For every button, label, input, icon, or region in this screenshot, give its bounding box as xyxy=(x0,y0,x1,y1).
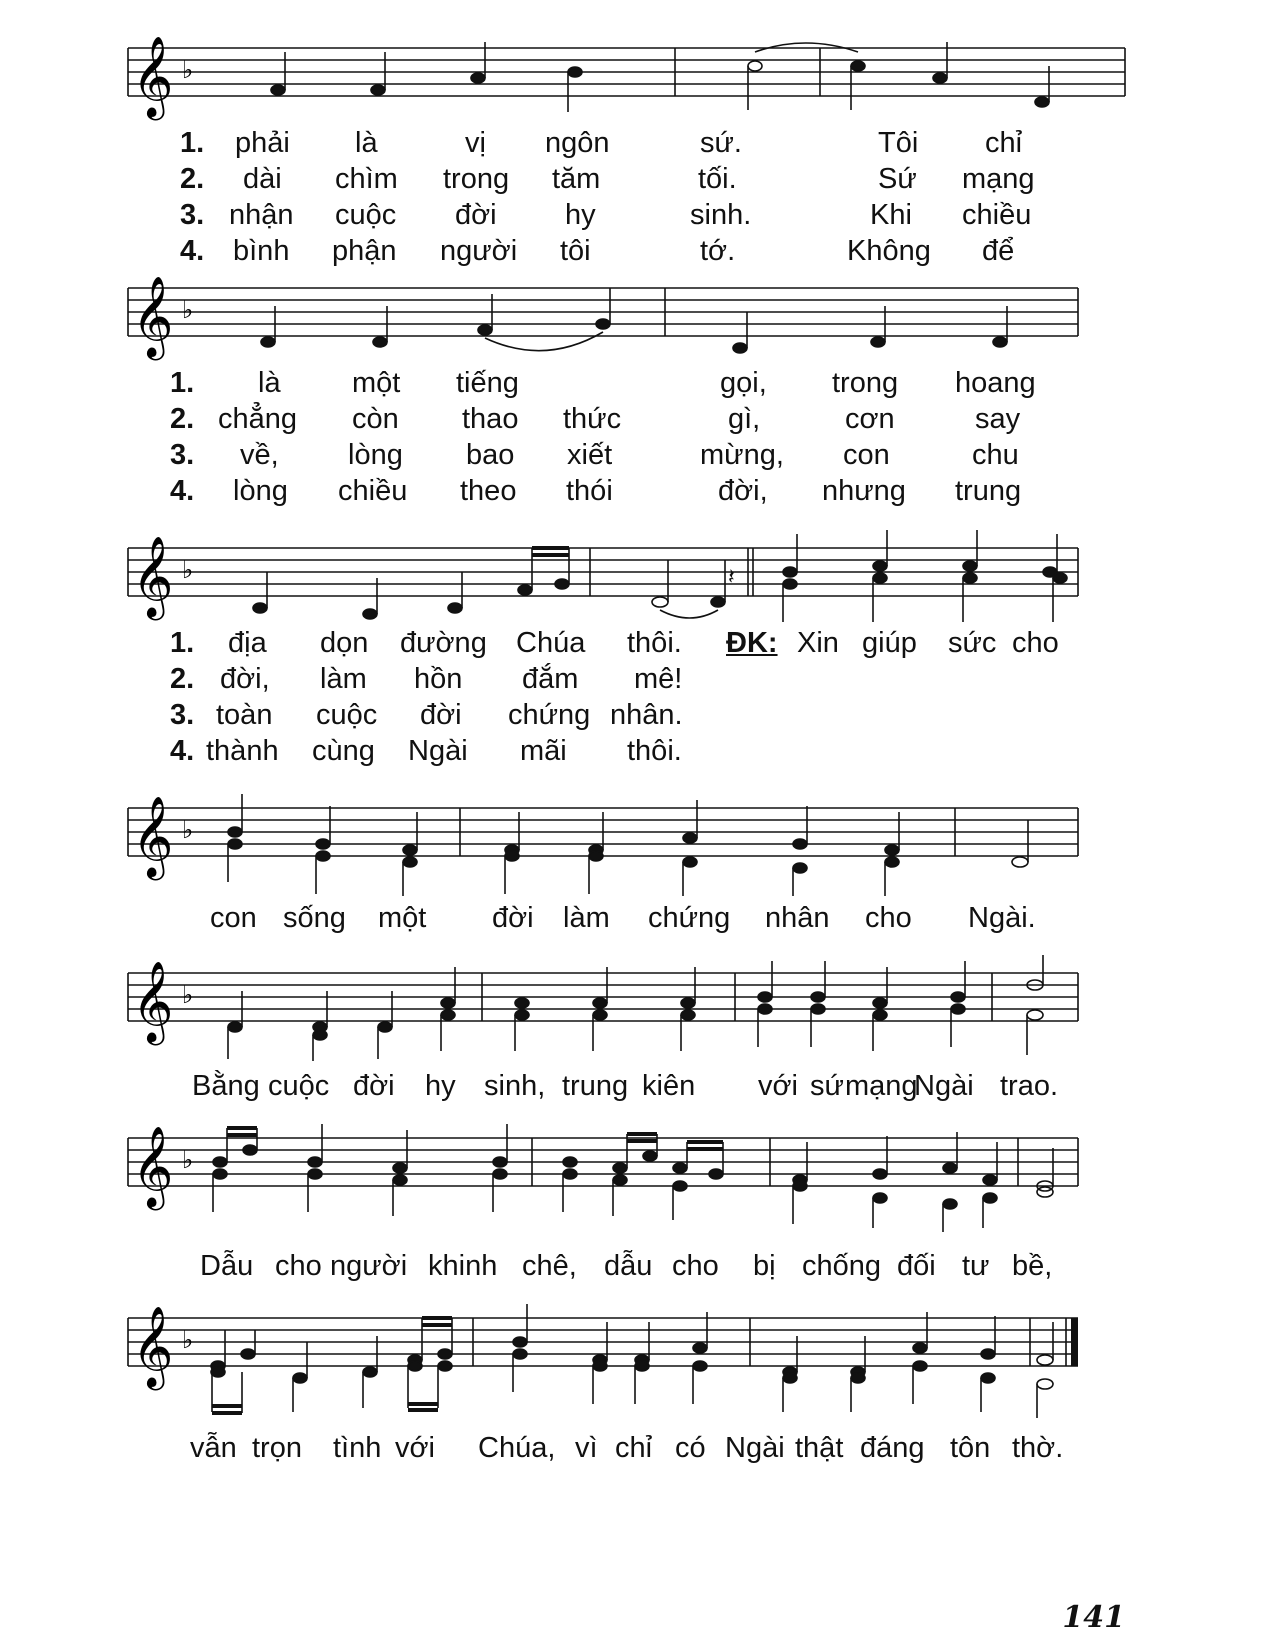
syllable: thờ. xyxy=(1012,1432,1064,1464)
verse-line-3 xyxy=(0,697,1275,733)
syllable: người xyxy=(330,1250,408,1282)
syllable: lòng xyxy=(348,439,403,471)
syllable: xiết xyxy=(567,439,613,471)
verse-line-2 xyxy=(0,661,1275,697)
syllable: mạng xyxy=(845,1070,918,1102)
syllable: thói xyxy=(566,475,613,507)
verse-line-refrain-4 xyxy=(0,1430,1275,1466)
syllable: giúp xyxy=(862,627,917,659)
syllable: đời xyxy=(420,699,462,731)
syllable: nhưng xyxy=(822,475,906,507)
syllable: toàn xyxy=(216,699,273,731)
syllable: trung xyxy=(955,475,1022,507)
syllable: vì xyxy=(575,1432,598,1464)
music-system-2 xyxy=(0,270,1275,510)
syllable: cuộc xyxy=(268,1070,330,1102)
flat-sign: ♭ xyxy=(182,56,194,84)
staff-7 xyxy=(0,1300,1275,1430)
flat-sign: ♭ xyxy=(182,981,194,1009)
syllable: hoang xyxy=(955,367,1036,399)
verse-number: 1. xyxy=(180,127,205,159)
flat-sign: ♭ xyxy=(182,1326,194,1354)
syllable: đối xyxy=(897,1250,936,1282)
syllable: tăm xyxy=(552,163,601,195)
verse-number: 1. xyxy=(170,367,195,399)
flat-sign: ♭ xyxy=(182,296,194,324)
syllable: chiều xyxy=(962,199,1032,231)
verse-line-4 xyxy=(0,733,1275,769)
syllable: đời, xyxy=(718,475,768,507)
syllable: đời xyxy=(455,199,497,231)
syllable: chống xyxy=(802,1250,882,1282)
svg-text:𝄽: 𝄽 xyxy=(728,565,735,590)
syllable: dọn xyxy=(320,627,369,659)
verse-number: 4. xyxy=(170,475,195,507)
syllable: trọn xyxy=(252,1432,302,1464)
syllable: sứ xyxy=(810,1070,844,1102)
staff-4 xyxy=(0,790,1275,900)
verse-number: 4. xyxy=(170,735,195,767)
verse-number: 3. xyxy=(180,199,205,231)
syllable: có xyxy=(675,1432,706,1464)
syllable: tôi xyxy=(560,235,591,267)
verse-number: 3. xyxy=(170,699,195,731)
staff-2 xyxy=(0,270,1275,370)
syllable: đắm xyxy=(522,663,579,695)
staff-5 xyxy=(0,955,1275,1065)
verse-number: 3. xyxy=(170,439,195,471)
syllable: Ngài xyxy=(408,735,468,767)
syllable: Chúa xyxy=(516,627,586,659)
syllable: kiên xyxy=(642,1070,696,1102)
final-barline xyxy=(1071,1318,1078,1366)
syllable: sinh, xyxy=(484,1070,546,1102)
treble-clef: 𝄞 xyxy=(132,1305,174,1387)
syllable: thức xyxy=(563,403,622,435)
syllable: là xyxy=(355,127,378,159)
verse-line-4 xyxy=(0,473,1275,509)
syllable: tớ. xyxy=(700,235,736,267)
verse-number: 4. xyxy=(180,235,205,267)
syllable: thao xyxy=(462,403,519,435)
syllable: chỉ xyxy=(615,1432,653,1464)
flat-sign: ♭ xyxy=(182,1146,194,1174)
syllable: hy xyxy=(425,1070,456,1102)
verse-number: 2. xyxy=(180,163,205,195)
verse-number: 2. xyxy=(170,403,195,435)
verse-line-1 xyxy=(0,625,1275,661)
syllable: khinh xyxy=(428,1250,498,1282)
syllable: mãi xyxy=(520,735,567,767)
syllable: với xyxy=(395,1432,435,1464)
syllable: đời, xyxy=(220,663,270,695)
syllable: sinh. xyxy=(690,199,752,231)
syllable: chiều xyxy=(338,475,408,507)
verse-number: 1. xyxy=(170,627,195,659)
syllable: bao xyxy=(466,439,515,471)
syllable: làm xyxy=(320,663,367,695)
music-system-5 xyxy=(0,955,1275,1110)
syllable: Tôi xyxy=(878,127,919,159)
syllable: còn xyxy=(352,403,399,435)
syllable: tôn xyxy=(950,1432,991,1464)
syllable: chứng xyxy=(648,902,731,934)
music-system-7 xyxy=(0,1300,1275,1500)
syllable: chỉ xyxy=(985,127,1023,159)
syllable: tư xyxy=(962,1250,990,1282)
syllable: con xyxy=(843,439,890,471)
syllable: Dẫu xyxy=(200,1250,254,1282)
syllable: trong xyxy=(443,163,510,195)
syllable: nhân xyxy=(765,902,830,934)
flat-sign: ♭ xyxy=(182,816,194,844)
syllable: đáng xyxy=(860,1432,925,1464)
syllable: người xyxy=(440,235,518,267)
syllable: tối. xyxy=(698,163,737,195)
syllable: gì, xyxy=(728,403,761,435)
syllable: vị xyxy=(465,127,486,159)
syllable: Xin xyxy=(797,627,839,659)
syllable: về, xyxy=(240,439,279,471)
music-system-3 xyxy=(0,530,1275,780)
syllable: chứng xyxy=(508,699,591,731)
syllable: bị xyxy=(753,1250,776,1282)
syllable: chìm xyxy=(335,163,398,195)
syllable: đời xyxy=(492,902,534,934)
treble-clef: 𝄞 xyxy=(132,535,174,617)
verse-line-3 xyxy=(0,197,1275,233)
syllable: Không xyxy=(847,235,931,267)
syllable: nhận xyxy=(229,199,294,231)
page-number: 141 xyxy=(1062,1600,1125,1635)
syllable: trao. xyxy=(1000,1070,1059,1102)
verse-line-refrain-2 xyxy=(0,1068,1275,1104)
flat-sign: ♭ xyxy=(182,556,194,584)
syllable: gọi, xyxy=(720,367,767,399)
music-system-4 xyxy=(0,790,1275,940)
syllable: địa xyxy=(228,627,267,659)
syllable: theo xyxy=(460,475,517,507)
syllable: cho xyxy=(672,1250,719,1282)
syllable: dài xyxy=(243,163,282,195)
treble-clef xyxy=(132,35,173,120)
syllable: Ngài. xyxy=(968,902,1036,934)
svg-text:𝄞: 𝄞 xyxy=(132,35,174,117)
verse-line-refrain-1 xyxy=(0,900,1275,936)
syllable: Sứ xyxy=(878,163,917,195)
syllable: mạng xyxy=(962,163,1035,195)
verse-line-1 xyxy=(0,365,1275,401)
syllable: say xyxy=(975,403,1021,435)
staff-6 xyxy=(0,1120,1275,1240)
syllable: Bằng xyxy=(192,1070,260,1102)
syllable: để xyxy=(982,235,1015,267)
syllable: phận xyxy=(332,235,397,267)
syllable: Chúa, xyxy=(478,1432,556,1464)
syllable: sứ. xyxy=(700,127,742,159)
syllable: hồn xyxy=(414,663,463,695)
syllable: dẫu xyxy=(604,1250,653,1282)
syllable: cho xyxy=(865,902,912,934)
syllable: phải xyxy=(235,127,290,159)
syllable: tiếng xyxy=(456,367,519,399)
syllable: thật xyxy=(795,1432,844,1464)
treble-clef: 𝄞 xyxy=(132,1125,174,1207)
syllable: cuộc xyxy=(316,699,378,731)
syllable: thành xyxy=(206,735,279,767)
verse-number: 2. xyxy=(170,663,195,695)
syllable: trong xyxy=(832,367,899,399)
syllable: đường xyxy=(400,627,487,659)
syllable: cho xyxy=(275,1250,322,1282)
verse-line-1 xyxy=(0,125,1275,161)
syllable: sống xyxy=(283,902,346,934)
verse-line-4 xyxy=(0,233,1275,269)
syllable: một xyxy=(352,367,401,399)
syllable: sức xyxy=(948,627,997,659)
syllable: Ngài xyxy=(725,1432,785,1464)
verse-line-refrain-3 xyxy=(0,1248,1275,1284)
staff-3 xyxy=(0,530,1275,630)
syllable: cơn xyxy=(845,403,895,435)
syllable: vẫn xyxy=(190,1432,237,1464)
syllable: nhân. xyxy=(610,699,683,731)
syllable: chẳng xyxy=(218,403,298,435)
music-system-6 xyxy=(0,1120,1275,1290)
syllable: mê! xyxy=(634,663,683,695)
syllable: bình xyxy=(233,235,290,267)
syllable: thôi. xyxy=(627,735,682,767)
syllable: làm xyxy=(563,902,610,934)
verse-line-2 xyxy=(0,161,1275,197)
treble-clef: 𝄞 xyxy=(132,960,174,1042)
syllable: lòng xyxy=(233,475,288,507)
syllable: con xyxy=(210,902,257,934)
syllable: thôi. xyxy=(627,627,682,659)
syllable: cùng xyxy=(312,735,375,767)
syllable: đời xyxy=(353,1070,395,1102)
syllable: Ngài xyxy=(914,1070,974,1102)
syllable: cho xyxy=(1012,627,1059,659)
syllable: hy xyxy=(565,199,596,231)
staff-1 xyxy=(0,30,1275,130)
syllable: ngôn xyxy=(545,127,610,159)
syllable: một xyxy=(378,902,427,934)
music-system-1 xyxy=(0,30,1275,267)
syllable: chu xyxy=(972,439,1019,471)
syllable: trung xyxy=(562,1070,629,1102)
syllable: mừng, xyxy=(700,439,784,471)
refrain-label: ĐK: xyxy=(726,627,778,659)
verse-line-2 xyxy=(0,401,1275,437)
syllable: bề, xyxy=(1012,1250,1053,1282)
syllable: với xyxy=(758,1070,798,1102)
verse-line-3 xyxy=(0,437,1275,473)
syllable: là xyxy=(258,367,281,399)
treble-clef: 𝄞 xyxy=(132,275,174,357)
syllable: Khi xyxy=(870,199,912,231)
treble-clef: 𝄞 xyxy=(132,795,174,877)
syllable: cuộc xyxy=(335,199,397,231)
syllable: chê, xyxy=(522,1250,577,1282)
syllable: tình xyxy=(333,1432,382,1464)
